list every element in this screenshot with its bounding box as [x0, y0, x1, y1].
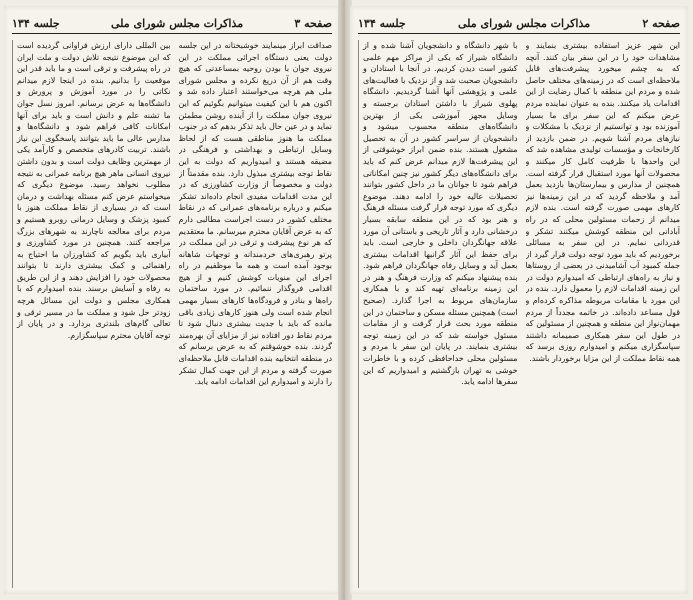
column-text: بین المللی دارای ارزش فراوانی گردیده است که این موضوع نتیجه تلاش دولت و ملت ایران در راه پیشرفت و ترقی است و ما باید قدر این موقعیت را بدانیم. بنده در اینجا لازم میدانم نکاتی را در مورد آموزش و پرورش و دانشگاه‌ها به عرض برسانم. امروز نسل جوان ما تشنه علم و دانش است و باید برای آنها امکانات کافی فراهم شود و دانشگاه‌ها و مدارس عالی ما باید بتوانند پاسخگوی این نیاز باشند. تربیت کادرهای متخصص و کارآمد یکی از مهمترین وظایف دولت است و بدون داشتن نیروی انسانی ماهر هیچ برنامه عمرانی به نتیجه مطلوب نخواهد رسید. موضوع دیگری که میخواستم عرض کنم مسئله بهداشت و درمان است که در بسیاری از نقاط مملکت هنوز با کمبود پزشک و وسایل درمانی روبرو هستیم و مردم برای معالجه ناچارند به شهرهای بزرگ مراجعه کنند. همچنین در مورد کشاورزی و آبیاری باید بگویم که کشاورزان ما احتیاج به راهنمائی و کمک بیشتری دارند تا بتوانند محصولات خود را افزایش دهند و از این طریق به رفاه و آسایش برسند. بنده امیدوارم که با همکاری مجلس و دولت این مسائل هرچه زودتر حل شود و مملکت ما در مسیر ترقی و تعالی گام‌های بلندتری بردارد. و در پایان از توجه آقایان محترم سپاسگزارم.	[17, 41, 171, 340]
page-header	[358, 12, 680, 34]
column-text: این شهر عزیز استفاده بیشتری بنمایند و مشاهدات خود را در این سفر بیان کنند. آنچه که به چشم میخورد پیشرفت‌های قابل ملاحظه‌ای است که در زمینه‌های مختلف حاصل شده و مردم این منطقه با کمال رضایت از این اقدامات یاد میکنند. بنده به عنوان نماینده مردم عرض میکنم که این سفر برای ما بسیار آموزنده بود و توانستیم از نزدیک با مشکلات و نیازهای مردم آشنا شویم. در ضمن بازدید از کارخانجات و مؤسسات تولیدی مشاهده شد که این واحدها با ظرفیت کامل کار میکنند و محصولات آنها مورد استقبال قرار گرفته است. همچنین از مدارس و بیمارستان‌ها بازدید بعمل آمد و ملاحظه گردید که در این زمینه‌ها نیز کارهای مهمی صورت گرفته است. بنده لازم میدانم از زحمات مسئولین محلی که در راه آبادانی این منطقه کوشش میکنند تشکر و قدردانی نمایم. در این سفر به مسائلی برخوردیم که باید مورد توجه دولت قرار گیرد از جمله کمبود آب آشامیدنی در بعضی از روستاها و نیاز به راه‌های ارتباطی که امیدوارم دولت در این زمینه اقدامات لازم را معمول دارد. بنده در این مورد با مقامات مربوطه مذاکره کرده‌ام و قول مساعد داده‌اند. در خاتمه مجدداً از مردم مهمان‌نواز این منطقه و همچنین از مسئولین که در طول این سفر همکاری صمیمانه داشتند سپاسگزاری میکنم و امیدوارم روزی برسد که همه نقاط مملکت از این مزایا برخوردار باشند.	[525, 41, 680, 364]
left-page	[4, 6, 340, 594]
text-columns	[12, 40, 332, 588]
column-text: صداقت ابراز مینمایند خوشبختانه در این جلسه دولت یعنی دستگاه اجرائی مملکت در این نیروی جوان با بودن روحیه بمساعدتی که هیچ وقت هم از آن دریغ نکرده و مجلس شورای ملی هم هرچه می‌خواستند اعتبار داده شد و اکنون هم با این کیفیت میتوانیم بگوئیم که این نیروی جوان مملکت را از آینده روشن مطمئن نماید و در عین حال باید تذکر بدهم که در جنوب مملکت ما هنوز مناطقی هست که از لحاظ وسایل ارتباطی و بهداشتی و فرهنگی در مضیقه هستند و امیدواریم که دولت به این نقاط توجه بیشتری مبذول دارد. بنده مقدمتاً از دولت و مخصوصاً از وزارت کشاورزی که در این مدت اقدامات مفیدی انجام داده‌اند تشکر میکنم و درباره برنامه‌های عمرانی که در نقاط مختلف کشور در دست اجراست مطالبی دارم که به عرض آقایان محترم میرسانم. ما معتقدیم که هر نوع پیشرفت و ترقی در این مملکت در پرتو رهبری‌های خردمندانه و توجهات شاهانه بوجود آمده است و همه ما موظفیم در راه اجرای این منویات کوشش کنیم و از هیچ اقدامی فروگذار ننمائیم. در مورد ساختمان راه‌ها و بنادر و فرودگاه‌ها کارهای بسیار مهمی انجام شده است ولی هنوز کارهای زیادی باقی مانده که باید با جدیت بیشتری دنبال شود تا مردم نقاط دور افتاده نیز از مزایای آن بهره‌مند گردند. بنده خوشوقتم که به عرض برسانم که در منطقه انتخابیه بنده اقدامات قابل ملاحظه‌ای صورت گرفته و مردم از این جهت کمال تشکر را دارند و امیدوارم این اقدامات ادامه یابد.	[178, 41, 332, 387]
right-page	[350, 6, 688, 594]
header-rule	[12, 33, 332, 34]
column-text: با شهر دانشگاه و دانشجویان آشنا شده و از دانشگاه شیراز که یکی از مراکز مهم علمی کشور است دیدن کردیم. در آنجا با استادان و دانشجویان صحبت شد و از نزدیک با فعالیت‌های علمی و پژوهشی آنها آشنا گردیدیم. دانشگاه پهلوی شیراز با داشتن استادان برجسته و وسایل مجهز آموزشی یکی از بهترین دانشگاه‌های منطقه محسوب میشود و دانشجویان از سراسر کشور در آن به تحصیل مشغول هستند. بنده ضمن ابراز خوشوقتی از این پیشرفت‌ها لازم میدانم عرض کنم که باید برای دانشگاه‌های دیگر کشور نیز چنین امکاناتی فراهم شود تا جوانان ما در داخل کشور بتوانند تحصیلات عالیه خود را ادامه دهند. موضوع دیگری که مورد توجه قرار گرفت مسئله فرهنگ و هنر بود که در این منطقه سابقه بسیار درخشانی دارد و آثار تاریخی و باستانی آن مورد علاقه جهانگردان داخلی و خارجی است. باید برای حفظ این آثار گرانبها اقدامات بیشتری بعمل آید و وسایل رفاه جهانگردان فراهم شود. بنده پیشنهاد میکنم که وزارت فرهنگ و هنر در این زمینه برنامه‌ای تهیه کند و با همکاری سازمان‌های مربوط به اجرا گذارد. (صحیح است) همچنین مسئله مسکن و ساختمان در این منطقه مورد بحث قرار گرفت و از مقامات مسئول خواسته شد که در این زمینه توجه بیشتری بنمایند. در پایان این سفر با مردم و مسئولین محلی خداحافظی کرده و با خاطرات خوشی به تهران بازگشتیم و امیدواریم که این سفرها ادامه یابد.	[363, 41, 518, 387]
column-right	[179, 40, 333, 588]
page-title: مذاکرات مجلس شورای ملی	[457, 16, 591, 30]
session-label: جلسه ۱۳۴	[12, 16, 60, 30]
text-columns	[358, 40, 680, 588]
page-header	[12, 12, 332, 34]
column-right	[526, 40, 681, 588]
session-label: جلسه ۱۳۴	[358, 16, 406, 30]
header-rule	[358, 33, 680, 34]
page-title: مذاکرات مجلس شورای ملی	[110, 16, 244, 30]
page-label: صفحه ۳	[294, 16, 332, 30]
column-left	[358, 40, 518, 588]
column-left	[12, 40, 171, 588]
page-label: صفحه ۲	[642, 16, 680, 30]
